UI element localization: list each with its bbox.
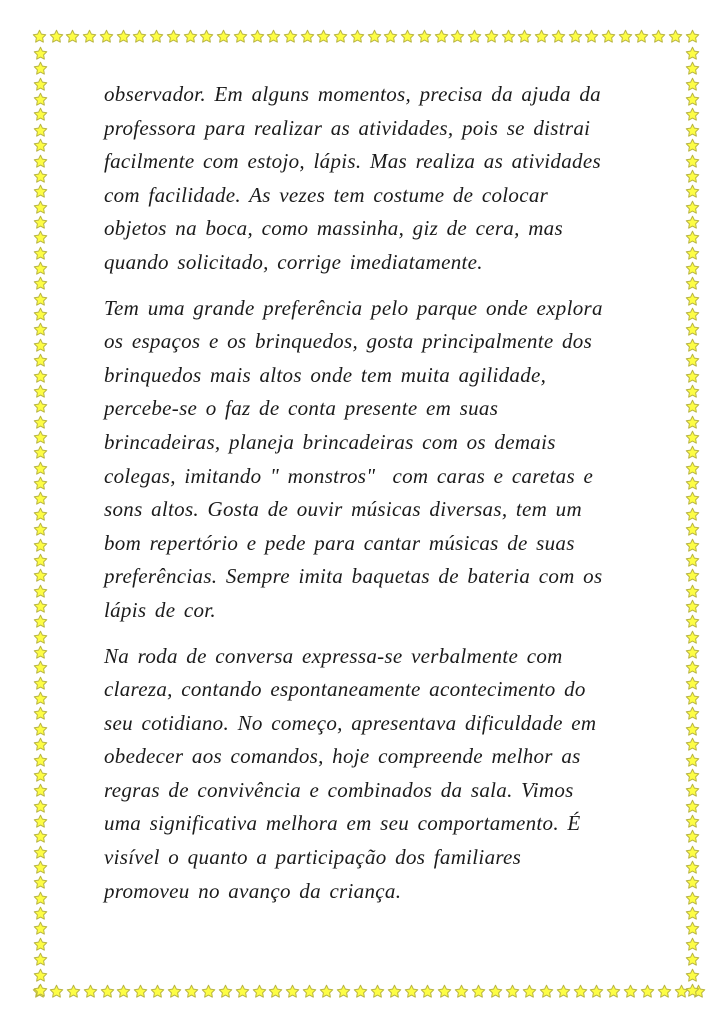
star-icon xyxy=(685,384,700,399)
star-border-left xyxy=(32,46,48,998)
star-icon xyxy=(199,29,214,44)
star-icon xyxy=(623,984,638,999)
star-icon xyxy=(33,952,48,967)
star-icon xyxy=(685,553,700,568)
star-icon xyxy=(33,538,48,553)
star-icon xyxy=(685,783,700,798)
text-line: objetos na boca, como massinha, giz de cera, mas xyxy=(104,216,563,241)
star-icon xyxy=(252,984,267,999)
star-icon xyxy=(33,169,48,184)
star-icon xyxy=(33,568,48,583)
star-icon xyxy=(33,322,48,337)
star-icon xyxy=(685,123,700,138)
star-icon xyxy=(32,29,47,44)
star-icon xyxy=(333,29,348,44)
star-icon xyxy=(33,246,48,261)
star-icon xyxy=(685,92,700,107)
star-border-right xyxy=(684,46,700,998)
star-icon xyxy=(33,77,48,92)
star-icon xyxy=(685,169,700,184)
text-line: Na roda de conversa expressa-se verbalmente com xyxy=(104,643,563,668)
star-icon xyxy=(33,292,48,307)
text-line: percebe-se o faz de conta presente em suas xyxy=(104,396,499,421)
star-icon xyxy=(505,984,520,999)
star-icon xyxy=(685,154,700,169)
star-icon xyxy=(82,29,97,44)
star-icon xyxy=(685,307,700,322)
star-icon xyxy=(685,630,700,645)
star-icon xyxy=(83,984,98,999)
star-icon xyxy=(33,261,48,276)
star-icon xyxy=(33,829,48,844)
star-icon xyxy=(691,984,706,999)
star-icon xyxy=(685,568,700,583)
star-icon xyxy=(601,29,616,44)
star-icon xyxy=(336,984,351,999)
star-icon xyxy=(434,29,449,44)
star-icon xyxy=(33,937,48,952)
text-line: sons altos. Gosta de ouvir músicas diversas, tem um xyxy=(104,497,582,522)
star-icon xyxy=(33,983,48,998)
star-icon xyxy=(49,29,64,44)
star-icon xyxy=(517,29,532,44)
star-icon xyxy=(33,476,48,491)
star-icon xyxy=(634,29,649,44)
star-icon xyxy=(33,722,48,737)
star-icon xyxy=(685,246,700,261)
star-icon xyxy=(640,984,655,999)
star-icon xyxy=(685,814,700,829)
star-icon xyxy=(316,29,331,44)
star-icon xyxy=(437,984,452,999)
star-icon xyxy=(33,154,48,169)
star-icon xyxy=(285,984,300,999)
star-icon xyxy=(668,29,683,44)
star-icon xyxy=(471,984,486,999)
star-icon xyxy=(266,29,281,44)
star-icon xyxy=(33,276,48,291)
text-line: promoveu no avanço da criança. xyxy=(104,878,402,903)
star-icon xyxy=(33,46,48,61)
star-icon xyxy=(685,230,700,245)
star-icon xyxy=(33,430,48,445)
star-icon xyxy=(685,645,700,660)
text-line: clareza, contando espontaneamente acontecimento do xyxy=(104,677,586,702)
star-icon xyxy=(33,783,48,798)
star-icon xyxy=(685,829,700,844)
star-icon xyxy=(685,77,700,92)
star-icon xyxy=(33,107,48,122)
star-icon xyxy=(33,799,48,814)
star-icon xyxy=(367,29,382,44)
star-icon xyxy=(685,200,700,215)
star-icon xyxy=(116,984,131,999)
star-icon xyxy=(33,338,48,353)
star-icon xyxy=(685,983,700,998)
star-icon xyxy=(132,29,147,44)
star-icon xyxy=(33,875,48,890)
star-icon xyxy=(350,29,365,44)
star-icon xyxy=(685,906,700,921)
star-icon xyxy=(618,29,633,44)
star-icon xyxy=(606,984,621,999)
star-icon xyxy=(353,984,368,999)
star-icon xyxy=(33,522,48,537)
star-icon xyxy=(33,768,48,783)
star-icon xyxy=(383,29,398,44)
text-line: lápis de cor. xyxy=(104,597,216,622)
text-line: brinquedos mais altos onde tem muita agilidade, xyxy=(104,362,547,387)
star-icon xyxy=(33,676,48,691)
star-icon xyxy=(450,29,465,44)
star-icon xyxy=(685,753,700,768)
star-icon xyxy=(685,61,700,76)
star-icon xyxy=(216,29,231,44)
text-line: observador. Em alguns momentos, precisa da ajuda da xyxy=(104,82,601,106)
star-icon xyxy=(33,123,48,138)
star-icon xyxy=(685,691,700,706)
star-icon xyxy=(685,491,700,506)
text-line: obedecer aos comandos, hoje compreende melhor as xyxy=(104,744,581,769)
star-icon xyxy=(33,415,48,430)
star-icon xyxy=(685,952,700,967)
star-icon xyxy=(685,875,700,890)
star-icon xyxy=(302,984,317,999)
star-icon xyxy=(488,984,503,999)
star-icon xyxy=(685,107,700,122)
text-line: quando solicitado, corrige imediatamente. xyxy=(104,249,483,274)
star-icon xyxy=(33,507,48,522)
star-icon xyxy=(184,984,199,999)
star-icon xyxy=(685,614,700,629)
star-icon xyxy=(685,322,700,337)
star-icon xyxy=(417,29,432,44)
star-icon xyxy=(33,706,48,721)
star-icon xyxy=(33,691,48,706)
star-icon xyxy=(201,984,216,999)
star-icon xyxy=(685,676,700,691)
star-icon xyxy=(33,645,48,660)
star-icon xyxy=(33,737,48,752)
star-icon xyxy=(674,984,689,999)
star-icon xyxy=(685,968,700,983)
star-icon xyxy=(33,660,48,675)
star-icon xyxy=(33,599,48,614)
star-icon xyxy=(685,399,700,414)
star-icon xyxy=(522,984,537,999)
star-icon xyxy=(33,461,48,476)
star-icon xyxy=(33,921,48,936)
star-icon xyxy=(116,29,131,44)
star-icon xyxy=(33,553,48,568)
star-icon xyxy=(268,984,283,999)
star-border-bottom xyxy=(32,983,706,999)
star-icon xyxy=(685,430,700,445)
text-line: com facilidade. As vezes tem costume de colocar xyxy=(104,182,549,207)
star-icon xyxy=(589,984,604,999)
star-icon xyxy=(33,230,48,245)
star-icon xyxy=(685,860,700,875)
star-icon xyxy=(685,722,700,737)
star-icon xyxy=(33,906,48,921)
star-icon xyxy=(685,29,700,44)
star-icon xyxy=(685,507,700,522)
text-line: professora para realizar as atividades, pois se distrai xyxy=(104,115,591,140)
star-icon xyxy=(66,984,81,999)
star-icon xyxy=(33,353,48,368)
star-icon xyxy=(150,984,165,999)
star-icon xyxy=(454,984,469,999)
star-icon xyxy=(283,29,298,44)
star-icon xyxy=(539,984,554,999)
star-icon xyxy=(33,184,48,199)
star-icon xyxy=(33,968,48,983)
star-icon xyxy=(556,984,571,999)
star-icon xyxy=(33,61,48,76)
report-text xyxy=(104,78,644,908)
star-icon xyxy=(501,29,516,44)
star-icon xyxy=(551,29,566,44)
star-icon xyxy=(685,599,700,614)
star-icon xyxy=(33,491,48,506)
star-icon xyxy=(33,369,48,384)
star-icon xyxy=(33,753,48,768)
text-line: colegas, imitando " monstros" com caras e caretas e xyxy=(104,463,594,488)
star-icon xyxy=(233,29,248,44)
text-line: regras de convivência e combinados da sala. Vimos xyxy=(104,777,574,802)
star-icon xyxy=(149,29,164,44)
star-icon xyxy=(685,215,700,230)
star-icon xyxy=(33,138,48,153)
star-icon xyxy=(133,984,148,999)
star-icon xyxy=(685,584,700,599)
star-icon xyxy=(685,353,700,368)
star-icon xyxy=(685,845,700,860)
star-icon xyxy=(685,46,700,61)
star-icon xyxy=(33,584,48,599)
star-icon xyxy=(370,984,385,999)
star-icon xyxy=(33,215,48,230)
star-icon xyxy=(33,845,48,860)
star-icon xyxy=(183,29,198,44)
text-line: preferências. Sempre imita baquetas de bateria com os xyxy=(104,564,603,589)
star-icon xyxy=(685,737,700,752)
star-icon xyxy=(685,921,700,936)
text-line: seu cotidiano. No começo, apresentava dificuldade em xyxy=(104,710,597,735)
star-icon xyxy=(685,138,700,153)
text-line: facilmente com estojo, lápis. Mas realiza as atividades xyxy=(104,149,601,174)
text-line: uma significativa melhora em seu comportamento. É xyxy=(104,811,581,836)
star-icon xyxy=(685,276,700,291)
text-line: bom repertório e pede para cantar músicas de suas xyxy=(104,530,575,555)
star-icon xyxy=(685,445,700,460)
star-icon xyxy=(250,29,265,44)
star-icon xyxy=(33,384,48,399)
paragraph xyxy=(104,640,644,909)
star-icon xyxy=(685,338,700,353)
paragraph xyxy=(104,78,644,280)
star-icon xyxy=(33,630,48,645)
star-icon xyxy=(100,984,115,999)
star-icon xyxy=(685,261,700,276)
star-icon xyxy=(651,29,666,44)
star-icon xyxy=(685,292,700,307)
star-icon xyxy=(33,92,48,107)
star-icon xyxy=(685,891,700,906)
star-icon xyxy=(33,891,48,906)
star-icon xyxy=(685,660,700,675)
star-icon xyxy=(99,29,114,44)
star-icon xyxy=(319,984,334,999)
star-icon xyxy=(467,29,482,44)
star-icon xyxy=(584,29,599,44)
star-icon xyxy=(235,984,250,999)
star-icon xyxy=(49,984,64,999)
star-icon xyxy=(33,445,48,460)
star-icon xyxy=(65,29,80,44)
star-icon xyxy=(167,984,182,999)
star-icon xyxy=(685,369,700,384)
star-icon xyxy=(387,984,402,999)
text-line: Tem uma grande preferência pelo parque onde explora xyxy=(104,295,603,320)
text-line: visível o quanto a participação dos familiares xyxy=(104,845,522,870)
star-icon xyxy=(685,937,700,952)
star-icon xyxy=(33,614,48,629)
paragraph xyxy=(104,292,644,628)
star-icon xyxy=(534,29,549,44)
star-icon xyxy=(657,984,672,999)
star-icon xyxy=(166,29,181,44)
star-icon xyxy=(400,29,415,44)
text-line: brincadeiras, planeja brincadeiras com os demais xyxy=(104,429,556,454)
star-icon xyxy=(685,476,700,491)
star-icon xyxy=(33,200,48,215)
star-icon xyxy=(484,29,499,44)
star-icon xyxy=(685,461,700,476)
star-icon xyxy=(33,399,48,414)
star-icon xyxy=(300,29,315,44)
star-icon xyxy=(685,415,700,430)
star-icon xyxy=(33,860,48,875)
star-icon xyxy=(685,184,700,199)
text-line: os espaços e os brinquedos, gosta principalmente dos xyxy=(104,329,593,354)
star-icon xyxy=(685,706,700,721)
star-icon xyxy=(685,522,700,537)
star-icon xyxy=(420,984,435,999)
star-icon xyxy=(32,984,47,999)
star-icon xyxy=(573,984,588,999)
star-icon xyxy=(685,768,700,783)
star-icon xyxy=(685,538,700,553)
star-icon xyxy=(568,29,583,44)
star-icon xyxy=(33,307,48,322)
star-icon xyxy=(33,814,48,829)
star-icon xyxy=(404,984,419,999)
star-icon xyxy=(218,984,233,999)
star-border-top xyxy=(32,28,700,44)
star-icon xyxy=(685,799,700,814)
